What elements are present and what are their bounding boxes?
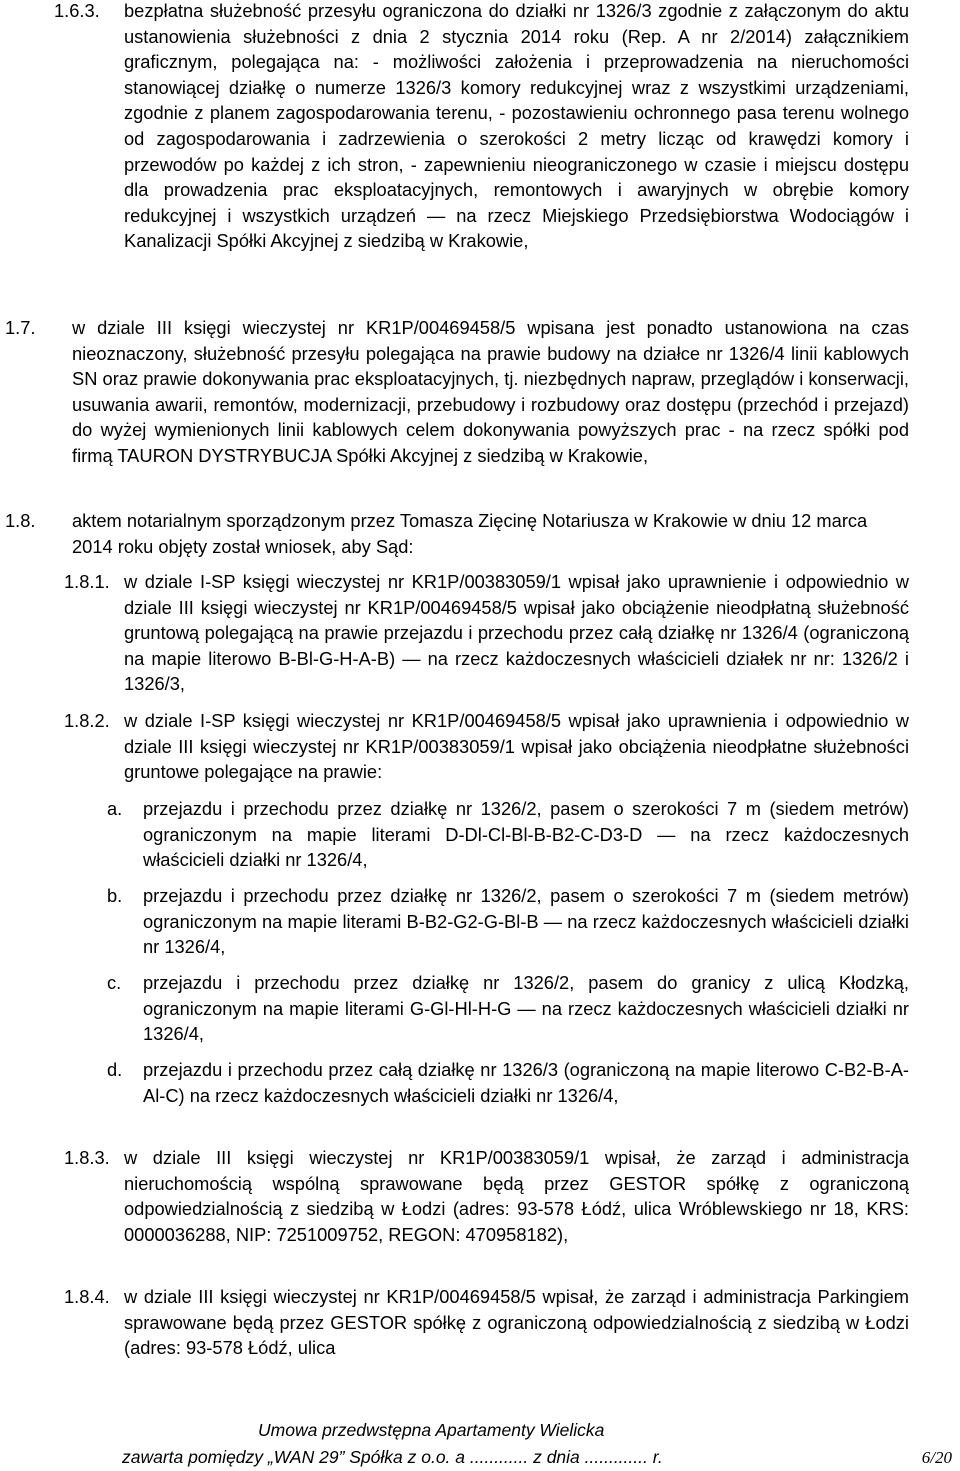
page-number: 6/20 [921, 1448, 952, 1467]
clause-text: w dziale III księgi wieczystej nr KR1P/00469458/5 wpisana jest ponadto ustanowiona na czas nieoznaczony, służebność przesyłu polegająca na prawie budowy na działce nr 1326/4 linii kablowych SN oraz prawie dokonywania prac eksploatacyjnych, tj. niezbędnych napraw, przeglądów i konserwacji, usuwania awarii, remontów, modernizacji, przebudowy i rozbudowy oraz dostępu (przechód i przejazd) do wyżej wymienionych linii kablowych celem dokonywania powyższych prac - na rzecz spółki pod firmą TAURON DYSTRYBUCJA Spółki Akcyjnej z siedzibą w Krakowie, [72, 317, 909, 466]
subclause-letter: a. [107, 798, 123, 819]
subclause-letter: d. [107, 1059, 123, 1080]
clause-text: w dziale I-SP księgi wieczystej nr KR1P/00383059/1 wpisał jako uprawnienie i odpowiednio w dziale III księgi wieczystej nr KR1P/00469458/5 wpisał jako obciążenie nieodpłatną służebność gruntową polegającą na prawie przejazdu i przechodu przez całą działkę nr 1326/4 (ograniczoną na mapie literowo B-Bl-G-H-A-B) — na rzecz każdoczesnych właścicieli działek nr nr: 1326/2 i 1326/3, [124, 571, 909, 695]
clause-text: w dziale III księgi wieczystej nr KR1P/00469458/5 wpisał, że zarząd i administracja Parkingiem sprawowane będą przez GESTOR spółkę z ograniczoną odpowiedzialnością z siedzibą w Łodzi (adres: 93-578 Łódź, ulica [124, 1286, 909, 1359]
clause-number: 1.8.2. [64, 710, 110, 731]
clause-number: 1.7. [5, 317, 36, 338]
subclause-letter: b. [107, 885, 123, 906]
clause-text: aktem notarialnym sporządzonym przez Tomasza Zięcinę Notariusza w Krakowie w dniu 12 marca 2014 roku objęty został wniosek, aby Sąd: [72, 510, 868, 557]
subclause-text: przejazdu i przechodu przez działkę nr 1326/2, pasem do granicy z ulicą Kłodzką, ograniczonym na mapie literami G-Gl-Hl-H-G — na rzecz każdoczesnych właścicieli działki nr 1326/4, [143, 972, 909, 1045]
subclause-text: przejazdu i przechodu przez działkę nr 1326/2, pasem o szerokości 7 m (siedem metrów) ograniczonym na mapie literami D-Dl-Cl-Bl-B-B2-C-D3-D — na rzecz każdoczesnych właścicieli działki nr 1326/4, [143, 798, 909, 871]
clause-number: 1.8.4. [64, 1286, 110, 1307]
clause-number: 1.6.3. [54, 0, 100, 21]
clause-number: 1.8. [5, 510, 36, 531]
footer-title: Umowa przedwstępna Apartamenty Wielicka [258, 1420, 605, 1440]
clause-number: 1.8.1. [64, 571, 110, 592]
clause-text: bezpłatna służebność przesyłu ograniczona do działki nr 1326/3 zgodnie z załączonym do aktu ustanowienia służebności z dnia 2 stycznia 2014 roku (Rep. A nr 2/2014) załącznikiem graficznym, polegająca na: - możliwości założenia i przeprowadzenia na nieruchomości stanowiącej działkę o numerze 1326/3 komory redukcyjnej wraz z wszystkimi urządzeniami, zgodnie z planem zagospodarowania terenu, - pozostawieniu ochronnego pasa terenu wolnego od zagospodarowania i zadrzewienia o szerokości 2 metry licząc od krawędzi komory i przewodów po każdej z ich stron, - zapewnieniu nieograniczonego w czasie i miejscu dostępu dla prowadzenia prac eksploatacyjnych, remontowych i awaryjnych w obrębie komory redukcyjnej i wszystkich urządzeń — na rzecz Miejskiego Przedsiębiorstwa Wodociągów i Kanalizacji Spółki Akcyjnej z siedzibą w Krakowie, [124, 0, 909, 252]
clause-text: w dziale III księgi wieczystej nr KR1P/00383059/1 wpisał, że zarząd i administracja nieruchomością wspólną sprawowane będą przez GESTOR spółkę z ograniczoną odpowiedzialnością z siedzibą w Łodzi (adres: 93-578 Łódź, ulica Wróblewskiego nr 18, KRS: 0000036288, NIP: 7251009752, REGON: 470958182), [124, 1147, 909, 1245]
subclause-text: przejazdu i przechodu przez całą działkę nr 1326/3 (ograniczoną na mapie literowo C-B2-B-A-Al-C) na rzecz każdoczesnych właścicieli działki nr 1326/4, [143, 1059, 909, 1106]
subclause-text: przejazdu i przechodu przez działkę nr 1326/2, pasem o szerokości 7 m (siedem metrów) ograniczonym na mapie literami B-B2-G2-G-Bl-B — na rzecz każdoczesnych właścicieli działki nr 1326/4, [143, 885, 909, 958]
clause-text: w dziale I-SP księgi wieczystej nr KR1P/00469458/5 wpisał jako uprawnienia i odpowiednio w dziale III księgi wieczystej nr KR1P/00383059/1 wpisał jako obciążenia nieodpłatne służebności gruntowe polegające na prawie: [124, 710, 909, 783]
subclause-letter: c. [107, 972, 122, 993]
footer-parties-line: zawarta pomiędzy „WAN 29” Spółka z o.o. a ............ z dnia ............. r. [122, 1447, 663, 1467]
clause-number: 1.8.3. [64, 1147, 110, 1168]
